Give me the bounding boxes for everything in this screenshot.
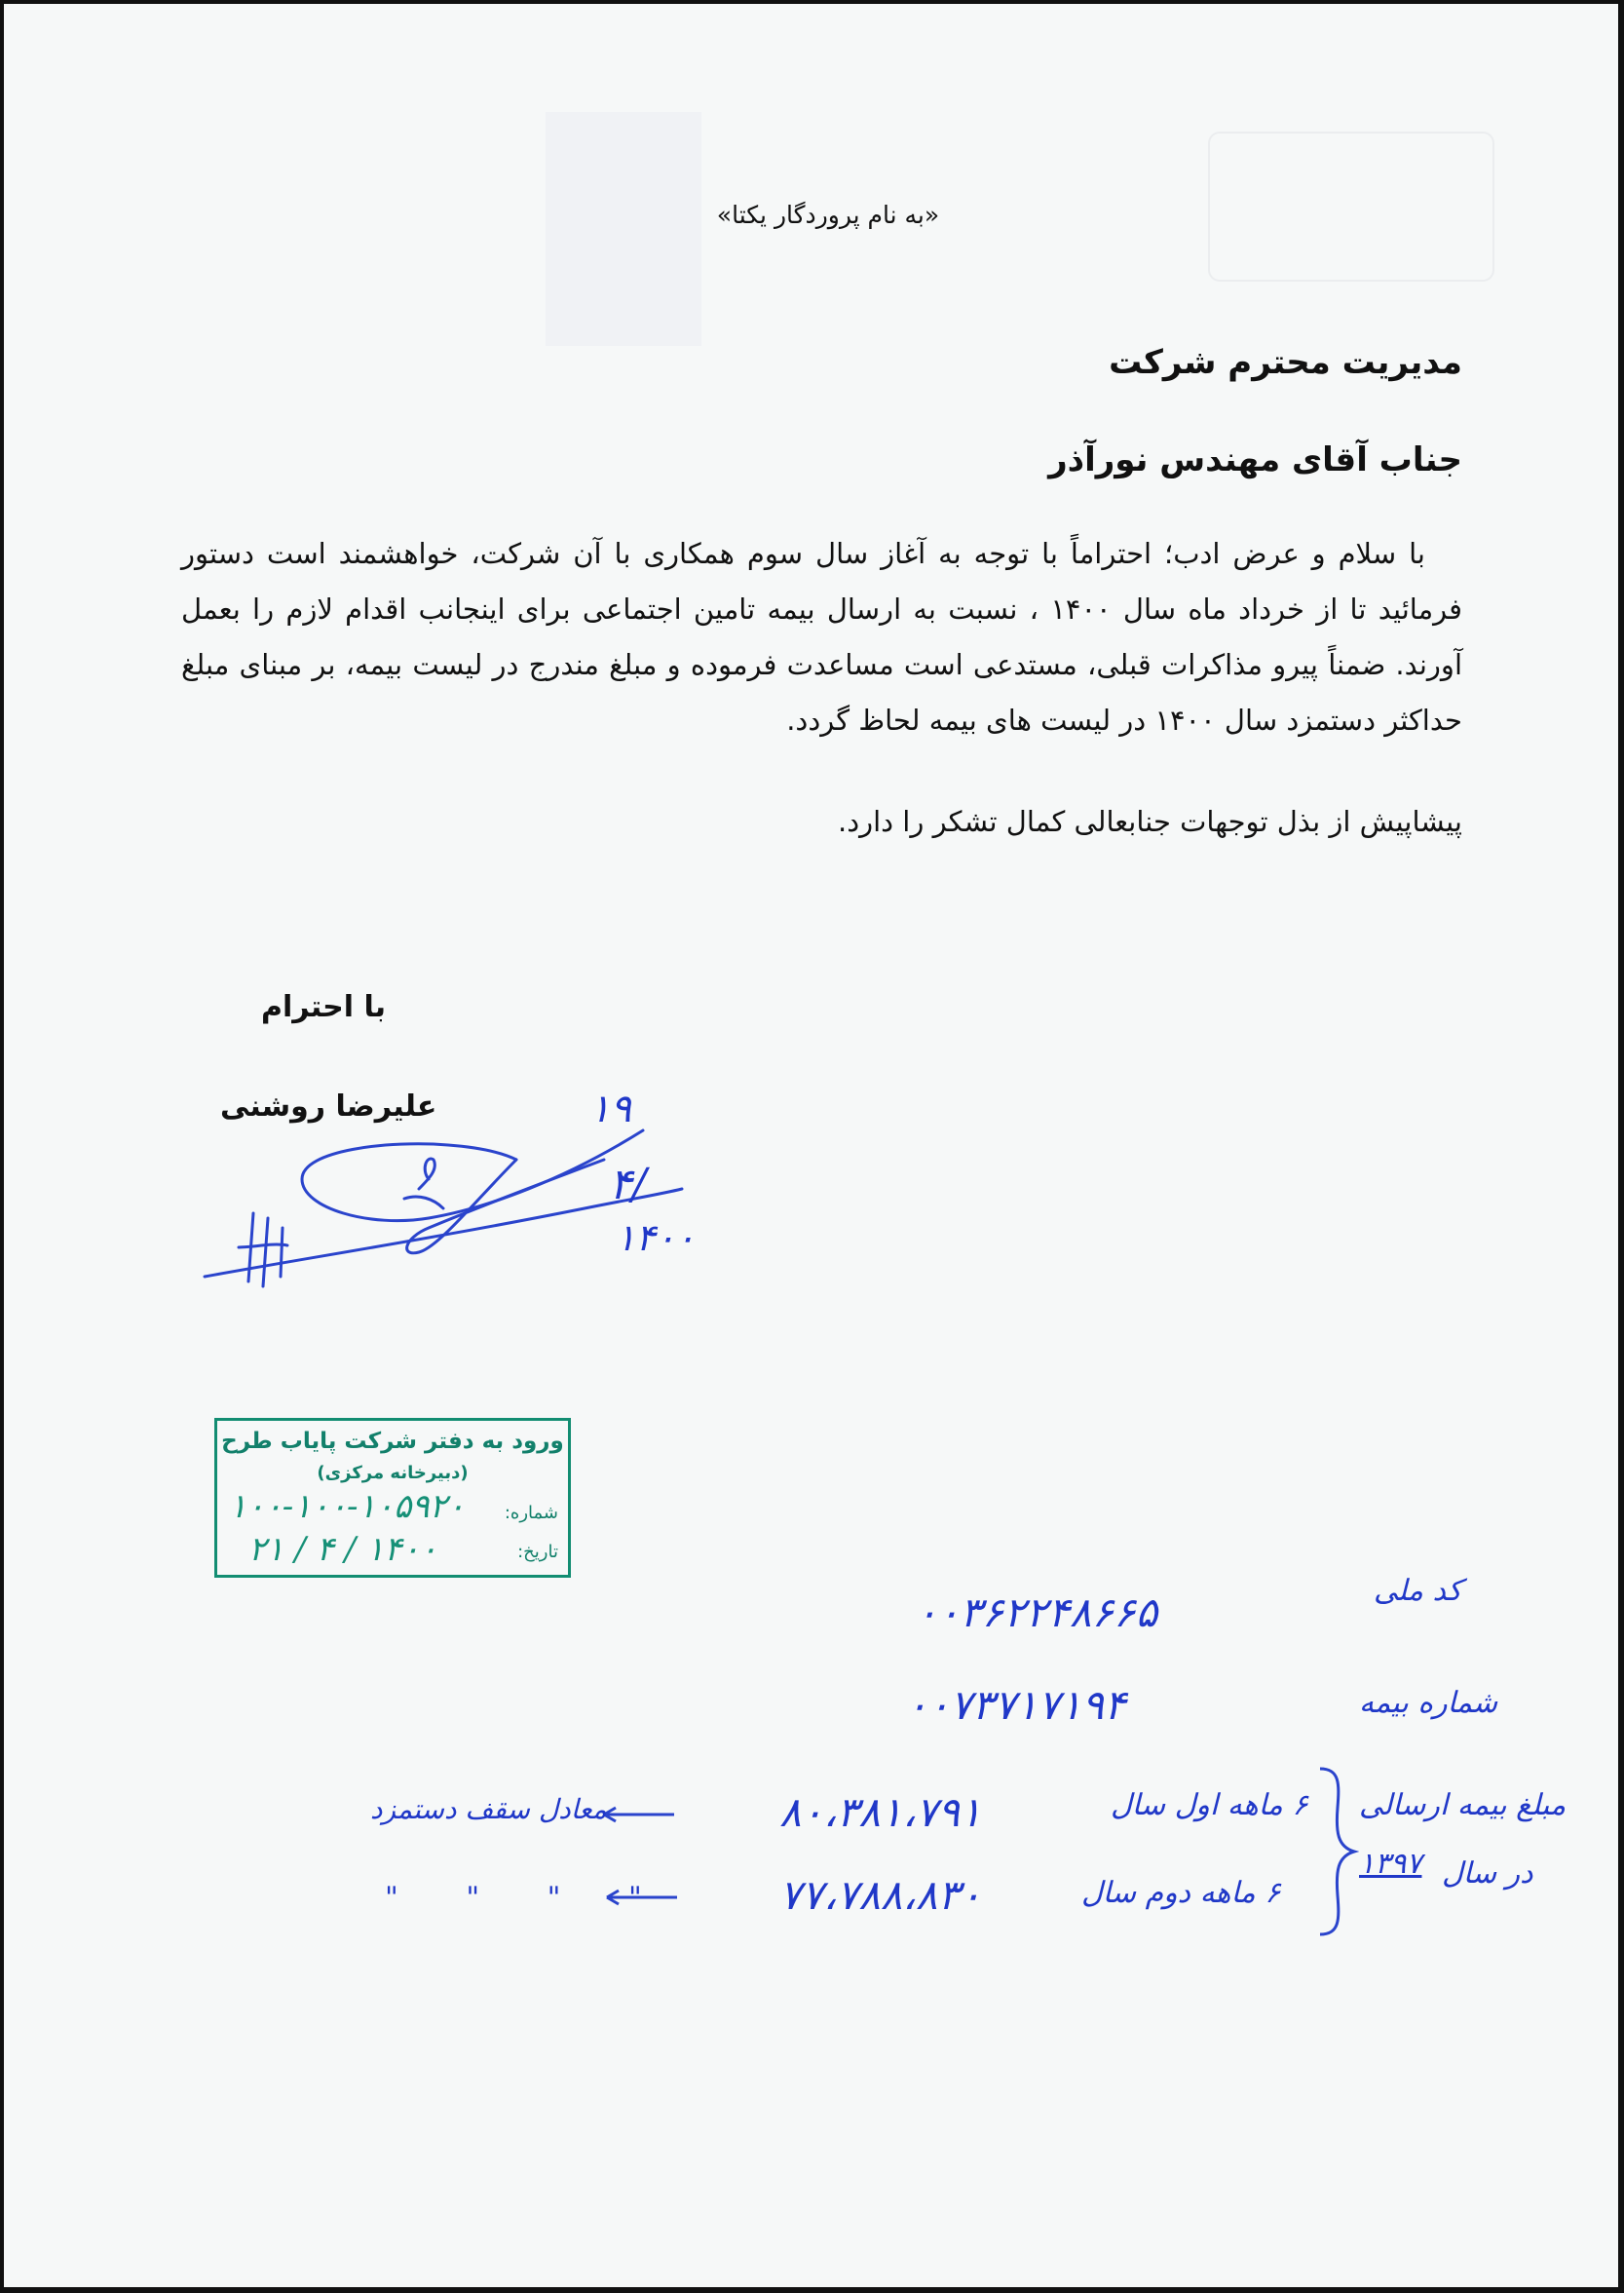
scan-border-top [0,0,1624,4]
arrow-left-icon [596,1805,679,1824]
scan-border-right [1618,0,1624,2293]
second-note-ditto: " " " " [385,1881,671,1915]
letter-closing: پیشاپیش از بذل توجهات جنابعالی کمال تشکر را دارد. [837,805,1462,838]
first-half-value: ۸۰،۳۸۱،۷۹۱ [779,1788,982,1836]
insurance-number-label: شماره بیمه [1359,1686,1498,1720]
national-code-label: کد ملی [1374,1574,1462,1608]
stamp-number-value: ۱۰۰-۱۰۰-۱۰۵۹۲۰ [229,1487,466,1526]
amount-sent-label: مبلغ بیمه ارسالی [1359,1788,1567,1822]
signature-date-month: ۴/ [609,1160,647,1209]
stamp-date-value: ۱۴۰۰ / ۴ / ۲۱ [248,1530,437,1569]
year-label: در سال [1442,1856,1533,1891]
signature-date-day: ۱۹ [589,1087,631,1131]
letter-body [181,526,1462,748]
regards-line: با احترام [261,990,387,1024]
addressee-line-2: جناب آقای مهندس نورآذر [1048,440,1462,479]
year-value: ۱۳۹۷ [1359,1847,1422,1881]
scan-border-bottom [0,2287,1624,2293]
bleed-through-smudge [546,112,701,346]
stamp-title: ورود به دفتر شرکت پایاب طرح [221,1429,564,1454]
signer-name: علیرضا روشنی [220,1089,437,1124]
insurance-number-value: ۰۰۷۳۷۱۷۱۹۴ [906,1681,1126,1729]
national-code-value: ۰۰۳۶۲۲۴۸۶۶۵ [916,1588,1158,1636]
first-note: معادل سقف دستمزد [370,1793,607,1825]
stamp-number-label: شماره: [504,1503,558,1523]
receipt-stamp [214,1418,571,1578]
second-half-value: ۷۷،۷۸۸،۸۳۰ [779,1871,982,1919]
first-half-label: ۶ ماهه اول سال [1111,1788,1308,1822]
scan-border-left [0,0,4,2293]
letter-heading: «به نام پروردگار یکتا» [716,201,940,229]
signature-date-year: ۱۴۰۰ [616,1216,696,1259]
addressee-line-1: مدیریت محترم شرکت [1109,343,1462,382]
stamp-date-label: تاریخ: [517,1542,558,1562]
bleed-through-stamp [1208,132,1494,282]
second-half-label: ۶ ماهه دوم سال [1081,1876,1281,1910]
letter-body-text: با سلام و عرض ادب؛ احتراماً با توجه به آغاز سال سوم همکاری با آن شرکت، خواهشمند است دستور فرمائید تا از خرداد ماه سال ۱۴۰۰ ، نسبت به ارسال بیمه تامین اجتماعی برای اینجانب اقدام لازم را بعمل آورند. ضمناً پیرو مذاکرات قبلی، مستدعی است مساعدت فرموده و مبلغ مندرج در لیست بیمه، بر مبنای مبلغ حداکثر دستمزد سال ۱۴۰۰ در لیست های بیمه لحاظ گردد. [181,537,1463,737]
stamp-subtitle: (دبیرخانه مرکزی) [317,1463,469,1483]
curly-brace-icon [1310,1764,1359,1939]
